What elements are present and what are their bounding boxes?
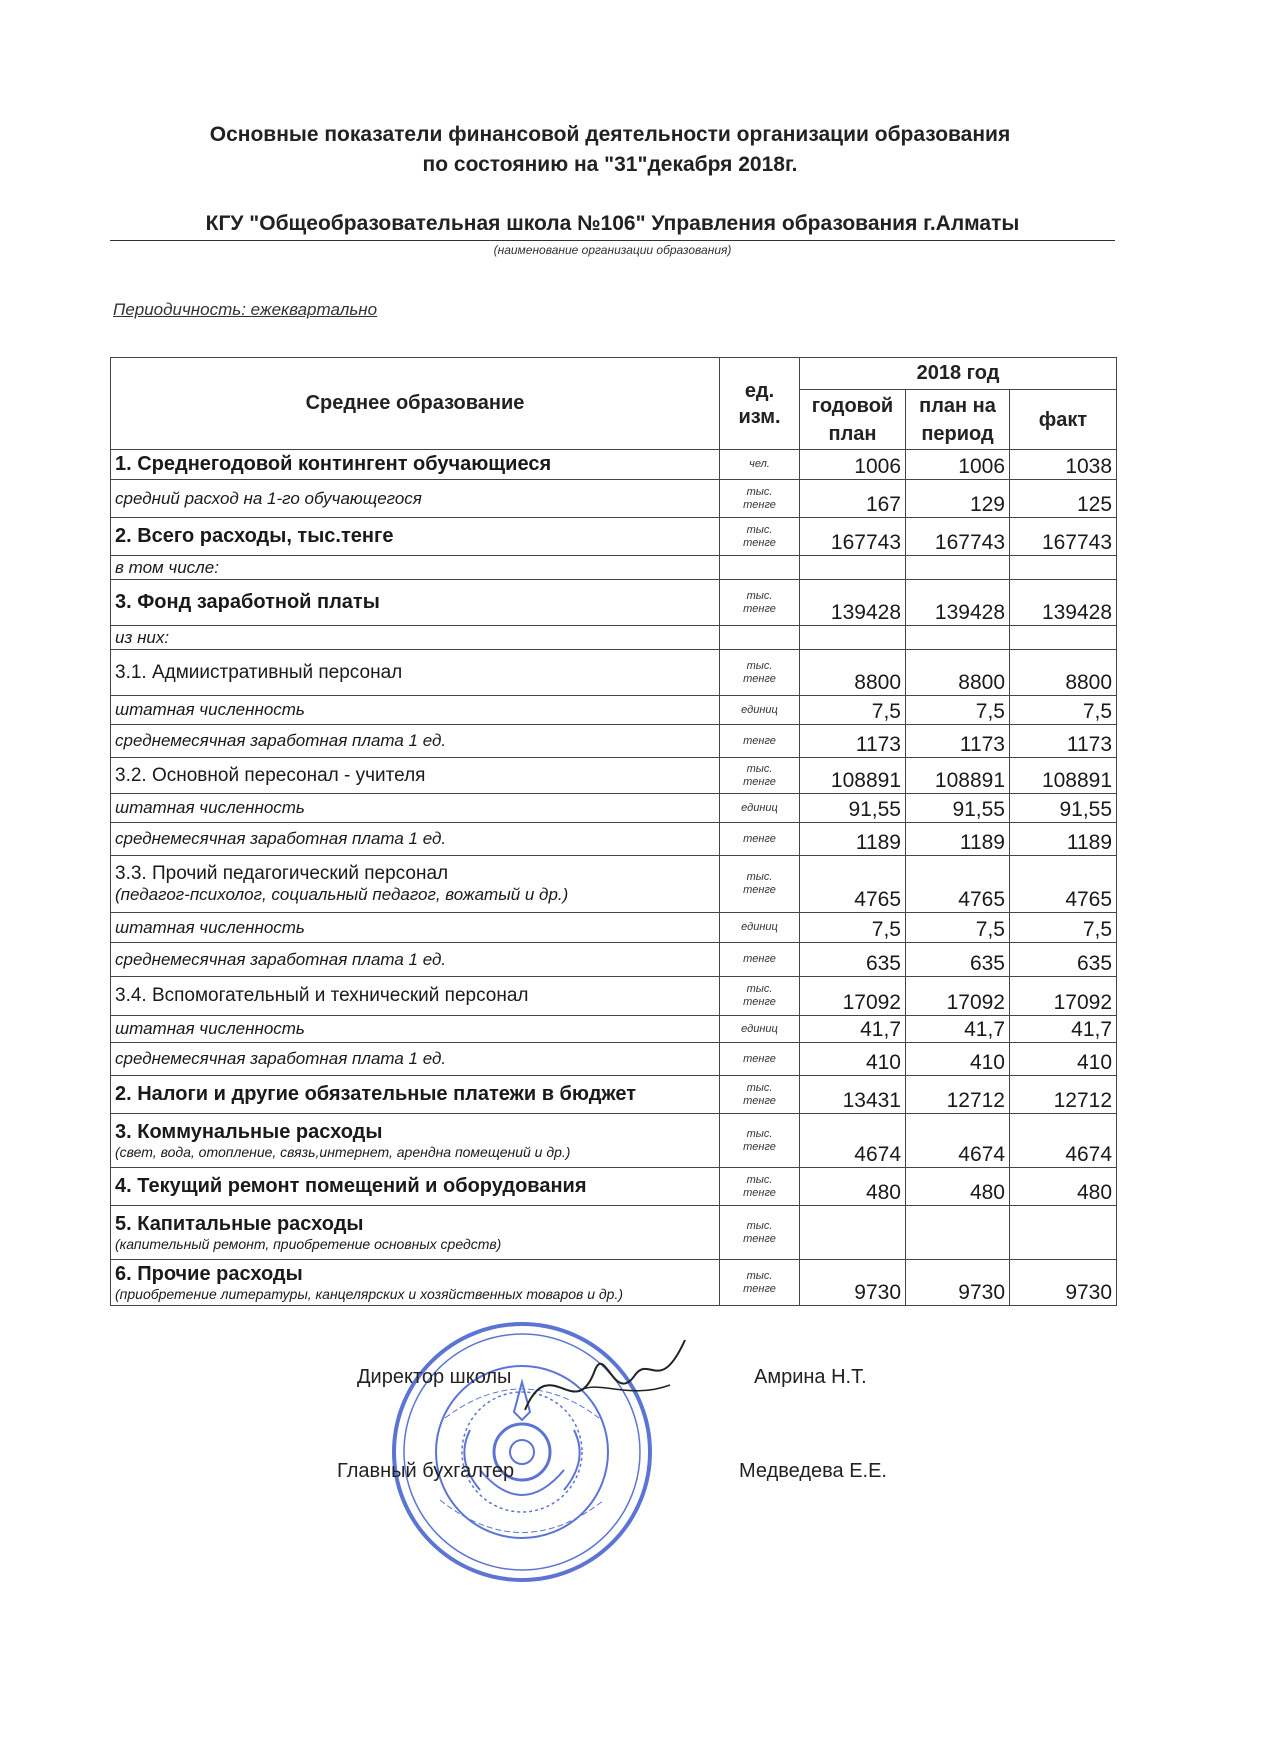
row-unit: [720, 450, 800, 480]
cell-fact: 139428: [1010, 580, 1117, 626]
header-period-plan-line2: период: [921, 422, 994, 445]
row-label-note: (приобретение литературы, канцелярских и хозяйственных товаров и др.): [115, 1286, 623, 1302]
cell-period: 167743: [906, 518, 1010, 556]
row-unit-line1: тыс.: [746, 1219, 773, 1232]
row-unit-line2: тенге: [743, 1232, 776, 1245]
row-unit-line2: тенге: [743, 775, 776, 788]
cell-period: [906, 556, 1010, 580]
table-row: [111, 556, 1117, 580]
row-label-text: 3.1. Адмиистративный персонал: [115, 661, 403, 683]
row-label: [111, 650, 720, 696]
row-unit-line1: единиц: [741, 921, 778, 933]
row-label: [111, 725, 720, 758]
row-unit-line1: тыс.: [746, 983, 773, 995]
accountant-label: Главный бухгалтер: [337, 1460, 515, 1482]
row-label-text: 6. Прочие расходы: [115, 1263, 303, 1285]
cell-fact: 1173: [1010, 725, 1117, 758]
row-unit-line2: тенге: [743, 1282, 776, 1295]
cell-annual: 7,5: [800, 696, 906, 725]
cell-annual: [800, 556, 906, 580]
header-annual-plan: [800, 390, 906, 450]
cell-fact: 7,5: [1010, 913, 1117, 943]
row-unit: [720, 1260, 800, 1306]
cell-fact: 4765: [1010, 856, 1117, 913]
row-label-text: 3.3. Прочий педагогический персонал: [115, 863, 449, 884]
row-label-text: среднемесячная заработная плата 1 ед.: [115, 731, 447, 750]
row-unit-line2: тенге: [743, 498, 776, 511]
cell-fact: [1010, 626, 1117, 650]
row-label: [111, 823, 720, 856]
table-row: [111, 1043, 1117, 1076]
cell-period: 9730: [906, 1260, 1010, 1306]
cell-fact: 8800: [1010, 650, 1117, 696]
row-unit-line1: тыс.: [746, 762, 773, 775]
cell-period: 7,5: [906, 913, 1010, 943]
cell-annual: 167743: [800, 518, 906, 556]
header-fact: факт: [1010, 390, 1117, 450]
row-unit: [720, 1043, 800, 1076]
cell-period: 1189: [906, 823, 1010, 856]
table-row: [111, 650, 1117, 696]
cell-annual: 635: [800, 943, 906, 977]
cell-annual: 167: [800, 480, 906, 518]
row-unit: [720, 1206, 800, 1260]
row-unit-line1: тыс.: [746, 1173, 773, 1186]
table-row: [111, 1206, 1117, 1260]
table-row: [111, 518, 1117, 556]
cell-annual: 13431: [800, 1076, 906, 1114]
cell-fact: 1038: [1010, 450, 1117, 480]
row-unit-line1: тыс.: [746, 523, 773, 536]
cell-fact: 108891: [1010, 758, 1117, 794]
cell-fact: 7,5: [1010, 696, 1117, 725]
header-unit-line1: ед.: [744, 379, 775, 402]
row-unit: [720, 758, 800, 794]
row-unit: [720, 943, 800, 977]
row-label-text: 3.4. Вспомогательный и технический персонал: [115, 985, 529, 1006]
row-label-note: (свет, вода, отопление, связь,интернет, арендна помещений и др.): [115, 1144, 571, 1160]
table-row: [111, 1114, 1117, 1168]
cell-annual: 8800: [800, 650, 906, 696]
row-unit-line2: тенге: [743, 1186, 776, 1199]
row-label: [111, 580, 720, 626]
header-annual-plan-line1: годовой: [811, 394, 894, 417]
row-unit: [720, 1168, 800, 1206]
table-row: [111, 450, 1117, 480]
cell-fact: 41,7: [1010, 1016, 1117, 1043]
table-row: [111, 758, 1117, 794]
row-unit: [720, 696, 800, 725]
row-unit-line1: тенге: [743, 1052, 776, 1065]
table-row: [111, 1168, 1117, 1206]
row-label-text: 1. Среднегодовой контингент обучающиеся: [115, 453, 552, 475]
row-unit-line1: тыс.: [746, 659, 773, 672]
director-label: Директор школы: [357, 1366, 512, 1388]
cell-period: 4674: [906, 1114, 1010, 1168]
handwritten-signature: [520, 1330, 700, 1440]
row-label: [111, 518, 720, 556]
row-label-text: 4. Текущий ремонт помещений и оборудования: [115, 1175, 587, 1197]
row-label-note: (педагог-психолог, социальный педагог, вожатый и др.): [115, 885, 569, 904]
row-label-text: среднемесячная заработная плата 1 ед.: [115, 829, 447, 848]
row-label-text: средний расход на 1-го обучающегося: [115, 488, 422, 508]
row-label: [111, 696, 720, 725]
row-unit: [720, 1076, 800, 1114]
row-unit-line1: тыс.: [746, 589, 773, 602]
cell-annual: 7,5: [800, 913, 906, 943]
row-unit-line2: тенге: [743, 1140, 776, 1153]
row-label-text: 2. Всего расходы, тыс.тенге: [115, 525, 394, 547]
row-unit-line1: единиц: [741, 801, 778, 814]
header-annual-plan-line2: план: [828, 422, 877, 445]
document-title-line2: по состоянию на "31"декабря 2018г.: [422, 153, 798, 176]
cell-period: 8800: [906, 650, 1010, 696]
cell-period: 410: [906, 1043, 1010, 1076]
organization-caption: (наименование организации образования): [493, 243, 732, 257]
table-row: [111, 626, 1117, 650]
organization-name: КГУ "Общеобразовательная школа №106" Управления образования г.Алматы: [205, 212, 1020, 235]
cell-annual: 9730: [800, 1260, 906, 1306]
periodicity-label: Периодичность: ежеквартально: [113, 300, 378, 319]
row-unit: [720, 1016, 800, 1043]
table-body: [111, 450, 1117, 1306]
table-row: [111, 580, 1117, 626]
header-year: 2018 год: [800, 358, 1117, 390]
row-unit: [720, 1114, 800, 1168]
row-label-text: в том числе:: [115, 557, 219, 577]
cell-period: 12712: [906, 1076, 1010, 1114]
cell-annual: [800, 1206, 906, 1260]
cell-period: 1006: [906, 450, 1010, 480]
cell-period: [906, 1206, 1010, 1260]
row-unit: [720, 626, 800, 650]
row-unit-line1: тыс.: [746, 485, 773, 498]
cell-period: 129: [906, 480, 1010, 518]
row-label: [111, 794, 720, 823]
cell-annual: 1173: [800, 725, 906, 758]
cell-fact: 17092: [1010, 977, 1117, 1016]
row-label-text: среднемесячная заработная плата 1 ед.: [115, 949, 447, 969]
table-row: [111, 913, 1117, 943]
row-unit: [720, 977, 800, 1016]
cell-annual: 480: [800, 1168, 906, 1206]
cell-annual: 41,7: [800, 1016, 906, 1043]
cell-fact: 635: [1010, 943, 1117, 977]
row-unit-line1: тыс.: [746, 1269, 773, 1282]
row-unit-line1: тенге: [743, 832, 776, 845]
table-row: [111, 696, 1117, 725]
row-unit-line2: тенге: [743, 996, 776, 1008]
table-row: [111, 823, 1117, 856]
row-label-text: 3. Фонд заработной платы: [115, 591, 380, 613]
row-unit: [720, 856, 800, 913]
row-unit-line1: тыс.: [746, 1127, 773, 1140]
row-label: [111, 758, 720, 794]
row-unit-line1: тыс.: [746, 1081, 773, 1094]
row-label-text: штатная численность: [115, 798, 305, 817]
row-label-text: 3. Коммунальные расходы: [115, 1121, 383, 1143]
cell-period: 635: [906, 943, 1010, 977]
cell-annual: [800, 626, 906, 650]
header-section-name: Среднее образование: [111, 358, 720, 450]
cell-annual: 17092: [800, 977, 906, 1016]
cell-period: 17092: [906, 977, 1010, 1016]
cell-fact: 1189: [1010, 823, 1117, 856]
row-unit: [720, 725, 800, 758]
table-row: [111, 977, 1117, 1016]
cell-period: 7,5: [906, 696, 1010, 725]
row-unit-line2: тенге: [743, 536, 776, 549]
row-unit-line1: тыс.: [746, 871, 773, 883]
cell-fact: 91,55: [1010, 794, 1117, 823]
row-unit: [720, 823, 800, 856]
row-label-text: 3.2. Основной пересонал - учителя: [115, 764, 426, 786]
row-label: [111, 556, 720, 580]
table-row: [111, 943, 1117, 977]
cell-period: 480: [906, 1168, 1010, 1206]
cell-annual: 91,55: [800, 794, 906, 823]
row-unit-line1: единиц: [741, 703, 778, 716]
cell-period: 41,7: [906, 1016, 1010, 1043]
row-label: [111, 1260, 720, 1306]
row-unit: [720, 650, 800, 696]
row-unit: [720, 580, 800, 626]
cell-fact: 9730: [1010, 1260, 1117, 1306]
cell-annual: 4674: [800, 1114, 906, 1168]
document-title-line1: Основные показатели финансовой деятельности организации образования: [209, 123, 1011, 146]
cell-fact: 125: [1010, 480, 1117, 518]
row-label: [111, 1016, 720, 1043]
row-label-text: 2. Налоги и другие обязательные платежи в бюджет: [115, 1083, 636, 1105]
table-row: [111, 1076, 1117, 1114]
cell-annual: 1189: [800, 823, 906, 856]
cell-fact: [1010, 556, 1117, 580]
row-label-text: 5. Капитальные расходы: [115, 1213, 364, 1235]
row-label: [111, 1168, 720, 1206]
row-unit-line2: тенге: [743, 602, 776, 615]
cell-period: 108891: [906, 758, 1010, 794]
row-unit: [720, 480, 800, 518]
row-label: [111, 977, 720, 1016]
header-period-plan-line1: план на: [919, 394, 996, 417]
row-unit: [720, 518, 800, 556]
financial-indicators-table: [110, 357, 1117, 1306]
cell-annual: 4765: [800, 856, 906, 913]
row-label-text: штатная численность: [115, 1019, 305, 1038]
cell-annual: 139428: [800, 580, 906, 626]
cell-fact: [1010, 1206, 1117, 1260]
table-row: [111, 794, 1117, 823]
row-unit: [720, 913, 800, 943]
table-row: [111, 1260, 1117, 1306]
row-unit-line2: тенге: [743, 672, 776, 685]
cell-period: 4765: [906, 856, 1010, 913]
row-label: [111, 480, 720, 518]
row-unit: [720, 556, 800, 580]
row-label-text: штатная численность: [115, 700, 305, 719]
row-unit-line2: тенге: [743, 1094, 776, 1107]
row-unit-line1: тенге: [743, 953, 776, 965]
header-unit-line2: изм.: [738, 405, 781, 428]
accountant-name: Медведева Е.Е.: [739, 1460, 887, 1482]
cell-period: 139428: [906, 580, 1010, 626]
table-row: [111, 856, 1117, 913]
cell-fact: 410: [1010, 1043, 1117, 1076]
table-row: [111, 480, 1117, 518]
row-label: [111, 913, 720, 943]
row-label: [111, 1076, 720, 1114]
row-label-note: (капительный ремонт, приобретение основных средств): [115, 1236, 502, 1252]
table-row: [111, 725, 1117, 758]
row-unit-line2: тенге: [743, 884, 776, 896]
row-label-text: среднемесячная заработная плата 1 ед.: [115, 1049, 447, 1068]
cell-annual: 1006: [800, 450, 906, 480]
cell-annual: 108891: [800, 758, 906, 794]
header-unit: [720, 358, 800, 450]
cell-annual: 410: [800, 1043, 906, 1076]
cell-fact: 12712: [1010, 1076, 1117, 1114]
row-label-text: из них:: [115, 627, 170, 647]
organization-underline: [110, 240, 1115, 241]
row-label: [111, 1114, 720, 1168]
cell-period: 1173: [906, 725, 1010, 758]
cell-period: [906, 626, 1010, 650]
header-period-plan: [906, 390, 1010, 450]
row-unit-line1: чел.: [749, 458, 770, 470]
row-label: [111, 450, 720, 480]
row-unit-line1: тенге: [743, 734, 776, 747]
cell-period: 91,55: [906, 794, 1010, 823]
row-label: [111, 856, 720, 913]
cell-fact: 480: [1010, 1168, 1117, 1206]
cell-fact: 4674: [1010, 1114, 1117, 1168]
cell-fact: 167743: [1010, 518, 1117, 556]
row-label-text: штатная численность: [115, 917, 305, 937]
row-unit: [720, 794, 800, 823]
table-row: [111, 1016, 1117, 1043]
row-unit-line1: единиц: [741, 1022, 778, 1035]
row-label: [111, 1043, 720, 1076]
row-label: [111, 943, 720, 977]
row-label: [111, 626, 720, 650]
director-name: Амрина Н.Т.: [754, 1366, 867, 1388]
row-label: [111, 1206, 720, 1260]
